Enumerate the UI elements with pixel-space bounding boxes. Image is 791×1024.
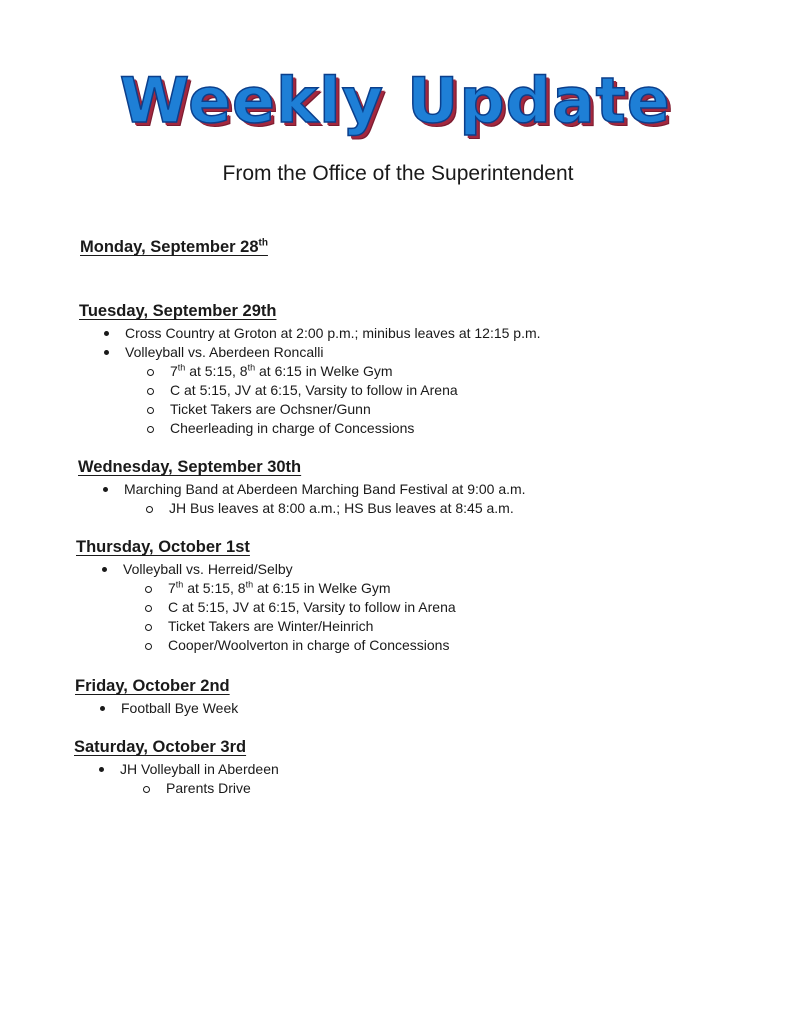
sub-list-item: Cheerleading in charge of Concessions [170, 420, 415, 436]
sub-list-item: Ticket Takers are Winter/Heinrich [168, 618, 374, 634]
monday-heading-sup: th [258, 237, 268, 249]
sub-item-sup: th [177, 362, 186, 373]
monday-heading-text: Monday, September 28 [80, 238, 259, 256]
sub-item-text: at 5:15, 8 [185, 363, 248, 379]
sub-list-item: Parents Drive [166, 780, 251, 796]
sub-item-text: 7 [168, 580, 176, 596]
list-item: Football Bye Week [121, 700, 239, 716]
circle-bullet-icon [147, 407, 154, 414]
circle-bullet-icon [143, 786, 150, 793]
sub-list-item: C at 5:15, JV at 6:15, Varsity to follow in Arena [168, 599, 456, 615]
sub-list-item: Cooper/Woolverton in charge of Concessions [168, 637, 450, 653]
monday-heading [80, 238, 268, 257]
list-item: JH Volleyball in Aberdeen [120, 761, 279, 777]
circle-bullet-icon [145, 643, 152, 650]
bullet-icon [100, 706, 105, 711]
list-item: Volleyball vs. Herreid/Selby [123, 561, 293, 577]
bullet-icon [102, 567, 107, 572]
sub-item-text: at 6:15 in Welke Gym [253, 580, 391, 596]
circle-bullet-icon [145, 605, 152, 612]
sub-item-text: at 5:15, 8 [183, 580, 246, 596]
circle-bullet-icon [145, 586, 152, 593]
bullet-icon [104, 350, 109, 355]
sub-item-sup: th [247, 362, 256, 373]
sub-list-item: JH Bus leaves at 8:00 a.m.; HS Bus leaves at 8:45 a.m. [169, 500, 514, 516]
thursday-heading: Thursday, October 1st [76, 538, 250, 556]
tuesday-heading: Tuesday, September 29th [79, 302, 277, 320]
sub-list-item: Ticket Takers are Ochsner/Gunn [170, 401, 371, 417]
circle-bullet-icon [147, 426, 154, 433]
sub-item-sup: th [175, 579, 184, 590]
list-item: Volleyball vs. Aberdeen Roncalli [125, 344, 324, 360]
banner-title: Weekly Update [119, 64, 672, 137]
sub-item-sup: th [245, 579, 254, 590]
wednesday-heading: Wednesday, September 30th [78, 458, 302, 476]
list-item: Marching Band at Aberdeen Marching Band Festival at 9:00 a.m. [124, 481, 526, 497]
friday-heading: Friday, October 2nd [75, 677, 230, 695]
bullet-icon [103, 487, 108, 492]
circle-bullet-icon [147, 369, 154, 376]
list-item: Cross Country at Groton at 2:00 p.m.; minibus leaves at 12:15 p.m. [125, 325, 541, 341]
sub-item-text: 7 [170, 363, 178, 379]
circle-bullet-icon [145, 624, 152, 631]
saturday-heading: Saturday, October 3rd [74, 738, 247, 756]
banner [0, 64, 791, 137]
bullet-icon [104, 331, 109, 336]
subtitle: From the Office of the Superintendent [222, 162, 574, 185]
sub-list-item: C at 5:15, JV at 6:15, Varsity to follow in Arena [170, 382, 458, 398]
circle-bullet-icon [147, 388, 154, 395]
sub-list-item [168, 580, 391, 596]
sub-item-text: at 6:15 in Welke Gym [255, 363, 393, 379]
circle-bullet-icon [146, 506, 153, 513]
sub-list-item [170, 363, 393, 379]
bullet-icon [99, 767, 104, 772]
